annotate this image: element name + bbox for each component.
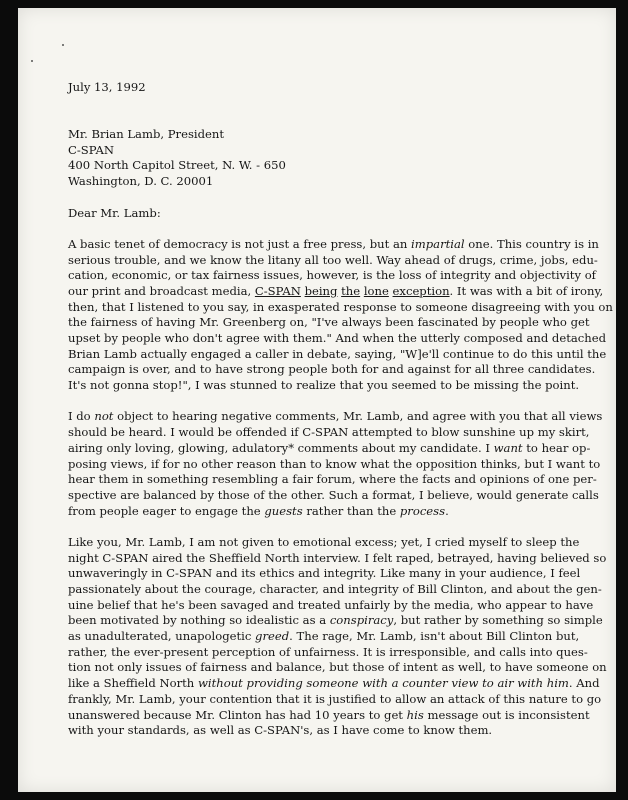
- paper-speck: [31, 60, 33, 62]
- text-line: campaign is over, and to have strong people both for and against for all three candidates.: [68, 362, 596, 377]
- text-line: been motivated by nothing so idealistic as a conspiracy, but rather by something so simple: [68, 613, 603, 628]
- text-line: rather, the ever-present perception of unfairness. It is irresponsible, and calls into ques-: [68, 644, 588, 659]
- address-line: Mr. Brian Lamb, President: [68, 127, 225, 142]
- underlined-text: the: [341, 283, 361, 298]
- address-line: 400 North Capitol Street, N. W. - 650: [68, 158, 286, 173]
- text-line: then, that I listened to you say, in exasperated response to someone disagreeing with you on: [68, 299, 613, 314]
- text-line: our print and broadcast media, C-SPAN being the lone exception. It was with a bit of irony,: [68, 283, 604, 298]
- text-line: airing only loving, glowing, adulatory* comments about my candidate. I want to hear op-: [68, 440, 591, 455]
- letter-page: [18, 8, 616, 792]
- letter-body: [68, 80, 613, 739]
- text-line: upset by people who don't agree with them." And when the utterly composed and detached: [68, 331, 607, 345]
- text-line: cation, economic, or tax fairness issues, however, is the loss of integrity and objectivity of: [68, 268, 596, 283]
- address-line: Washington, D. C. 20001: [68, 174, 214, 189]
- text-line: It's not gonna stop!", I was stunned to realize that you seemed to be missing the point.: [68, 378, 580, 393]
- text-line: unwaveringly in C-SPAN and its ethics and integrity. Like many in your audience, I feel: [68, 566, 581, 581]
- text-line: tion not only issues of fairness and balance, but those of intent as well, to have someone on: [68, 660, 607, 675]
- underlined-text: being: [304, 283, 338, 298]
- text-line: Like you, Mr. Lamb, I am not given to emotional excess; yet, I cried myself to sleep the: [68, 534, 580, 549]
- underlined-text: C-SPAN: [254, 283, 301, 298]
- text-line: as unadulterated, unapologetic greed. The rage, Mr. Lamb, isn't about Bill Clinton but,: [68, 629, 580, 644]
- salutation: Dear Mr. Lamb:: [68, 205, 161, 220]
- text-line: spective are balanced by those of the other. Such a format, I believe, would generate calls: [68, 487, 599, 502]
- text-line: serious trouble, and we know the litany all too well. Way ahead of drugs, crime, jobs, edu-: [68, 252, 598, 267]
- text-line: unanswered because Mr. Clinton has had 10 years to get his message out is inconsistent: [68, 707, 590, 722]
- text-line: from people eager to engage the guests rather than the process.: [68, 503, 449, 518]
- text-line: like a Sheffield North without providing someone with a counter view to air with him. And: [68, 676, 600, 691]
- paragraph-1: [68, 236, 613, 394]
- paragraph-3: [68, 534, 607, 739]
- text-line: I do not object to hearing negative comments, Mr. Lamb, and agree with you that all views: [68, 409, 603, 424]
- paragraph-2: [68, 409, 603, 519]
- address-line: C-SPAN: [68, 142, 114, 157]
- text-line: the fairness of having Mr. Greenberg on, "I've always been fascinated by people who get: [68, 315, 590, 330]
- text-line: uine belief that he's been savaged and treated unfairly by the media, who appear to have: [68, 597, 594, 612]
- text-line: should be heard. I would be offended if C-SPAN attempted to blow sunshine up my skirt,: [68, 425, 590, 440]
- text-line: frankly, Mr. Lamb, your contention that it is justified to allow an attack of this nature to go: [68, 691, 602, 706]
- recipient-address: [68, 127, 593, 190]
- text-line: hear them in something resembling a fair forum, where the facts and opinions of one per-: [68, 472, 597, 487]
- text-line: with your standards, as well as C-SPAN's, as I have come to know them.: [68, 723, 493, 738]
- text-line: posing views, if for no other reason than to know what the opposition thinks, but I want to: [68, 456, 601, 471]
- letter-date: July 13, 1992: [68, 80, 146, 94]
- underlined-text: lone: [363, 283, 389, 298]
- text-line: Brian Lamb actually engaged a caller in debate, saying, "W]e'll continue to do this until the: [68, 346, 607, 361]
- underlined-text: exception: [392, 283, 450, 298]
- paper-speck: [62, 44, 64, 46]
- text-line: night C-SPAN aired the Sheffield North interview. I felt raped, betrayed, having believed so: [68, 550, 607, 565]
- text-line: passionately about the courage, character, and integrity of Bill Clinton, and about the gen-: [68, 582, 602, 596]
- text-line: A basic tenet of democracy is not just a free press, but an impartial one. This country is in: [68, 236, 599, 251]
